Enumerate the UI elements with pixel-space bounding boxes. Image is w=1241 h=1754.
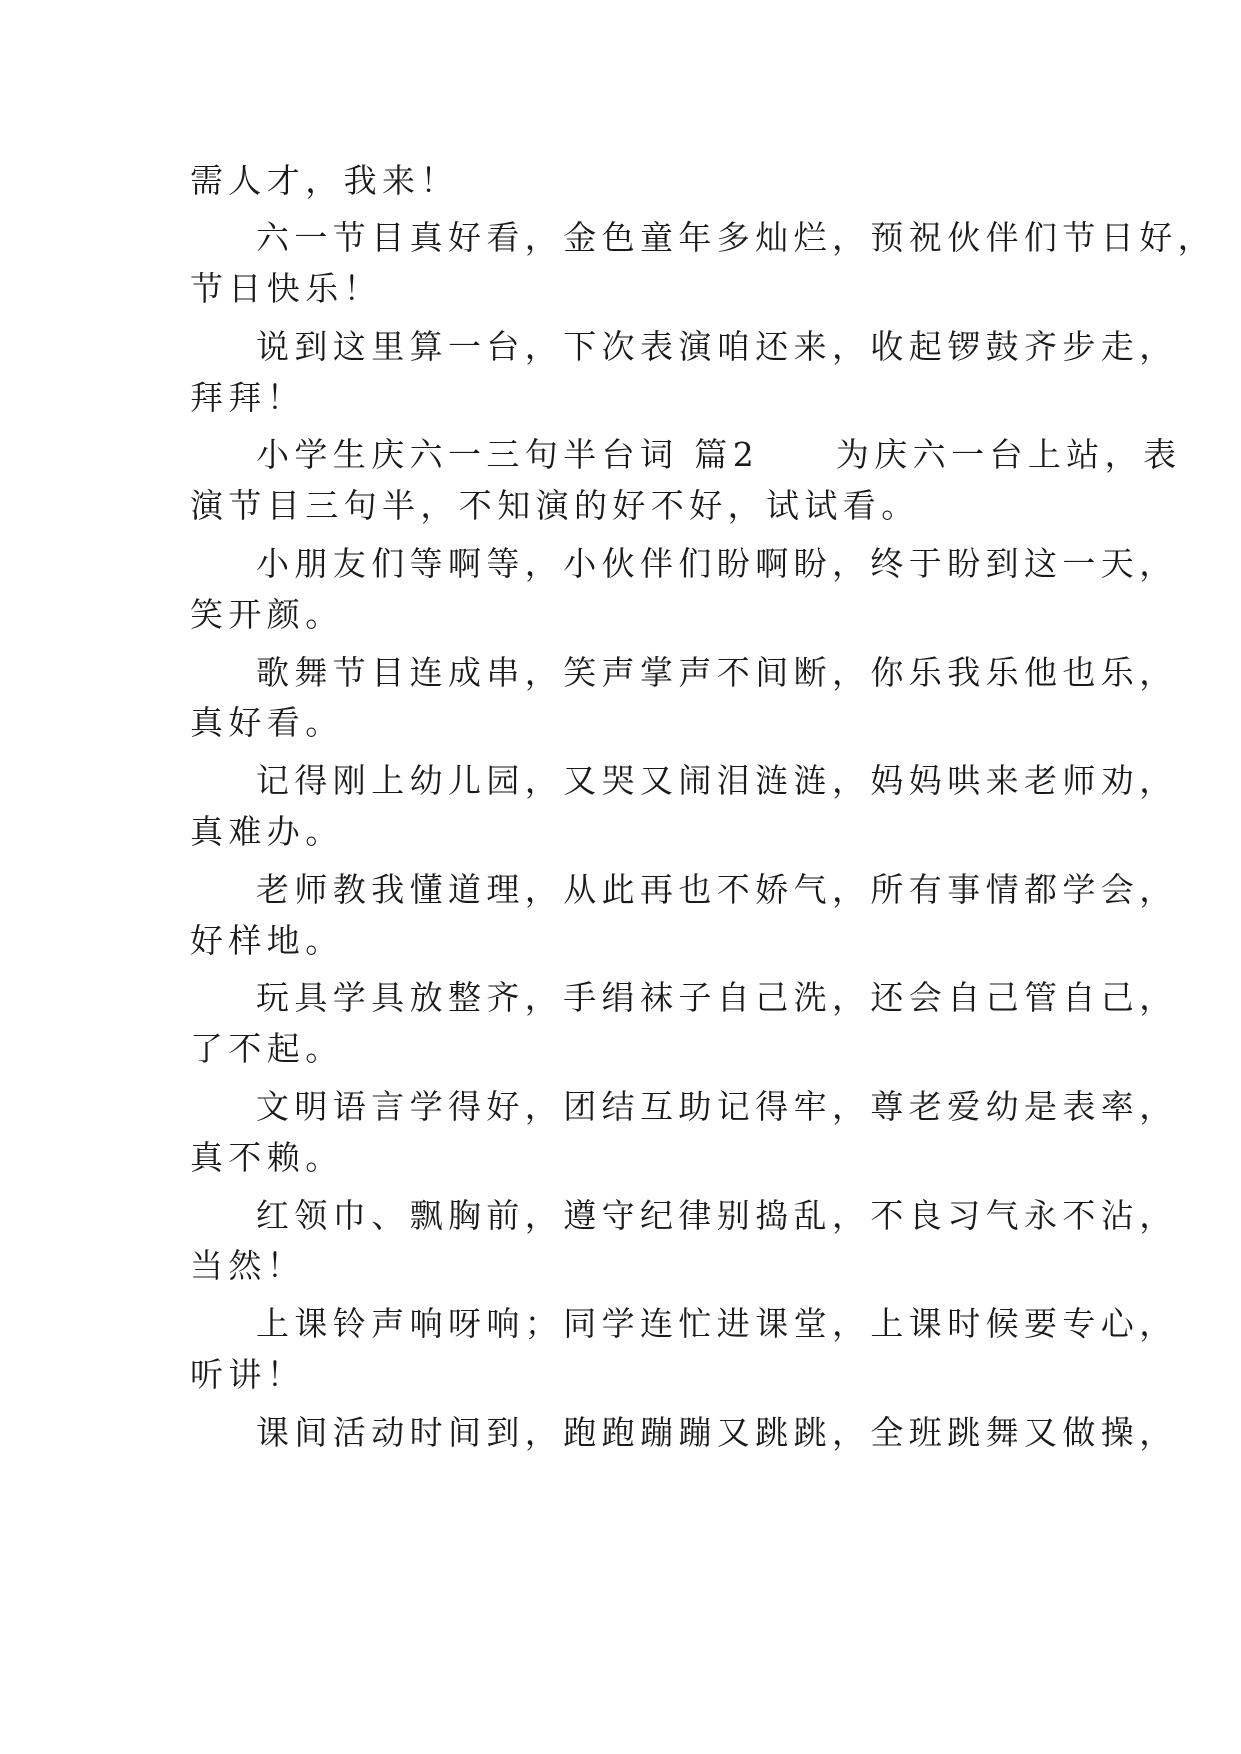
text-line: 好样地。 [190,921,344,960]
text-line: 真不赖。 [190,1138,344,1177]
text-line: 六一节目真好看，金色童年多灿烂，预祝伙伴们节日好， [256,218,1216,257]
text-line: 拜拜！ [190,378,306,417]
text-line: 节日快乐！ [190,269,382,308]
text-line: 真好看。 [190,703,344,742]
text-line: 小学生庆六一三句半台词 篇2 为庆六一台上站，表 [256,435,1182,474]
text-line: 上课铃声响呀响；同学连忙进课堂，上课时候要专心， [256,1304,1178,1343]
text-line: 老师教我懂道理，从此再也不娇气，所有事情都学会， [256,870,1178,909]
text-line: 演节目三句半，不知演的好不好，试试看。 [190,486,920,525]
text-line: 文明语言学得好，团结互助记得牢，尊老爱幼是表率， [256,1087,1178,1126]
text-line: 了不起。 [190,1029,344,1068]
text-line: 小朋友们等啊等，小伙伴们盼啊盼，终于盼到这一天， [256,544,1178,583]
text-line: 真难办。 [190,812,344,851]
text-line: 说到这里算一台，下次表演咱还来，收起锣鼓齐步走， [256,327,1178,366]
text-line: 当然！ [190,1246,306,1285]
text-line: 听讲！ [190,1355,306,1394]
text-line: 需人才，我来！ [190,161,459,200]
text-line: 记得刚上幼儿园，又哭又闹泪涟涟，妈妈哄来老师劝， [256,761,1178,800]
text-line: 歌舞节目连成串，笑声掌声不间断，你乐我乐他也乐， [256,653,1178,692]
text-line: 笑开颜。 [190,595,344,634]
text-line: 玩具学具放整齐，手绢袜子自己洗，还会自己管自己， [256,978,1178,1017]
text-line: 课间活动时间到，跑跑蹦蹦又跳跳，全班跳舞又做操， [256,1413,1178,1452]
text-line: 红领巾、飘胸前，遵守纪律别捣乱，不良习气永不沾， [256,1196,1178,1235]
